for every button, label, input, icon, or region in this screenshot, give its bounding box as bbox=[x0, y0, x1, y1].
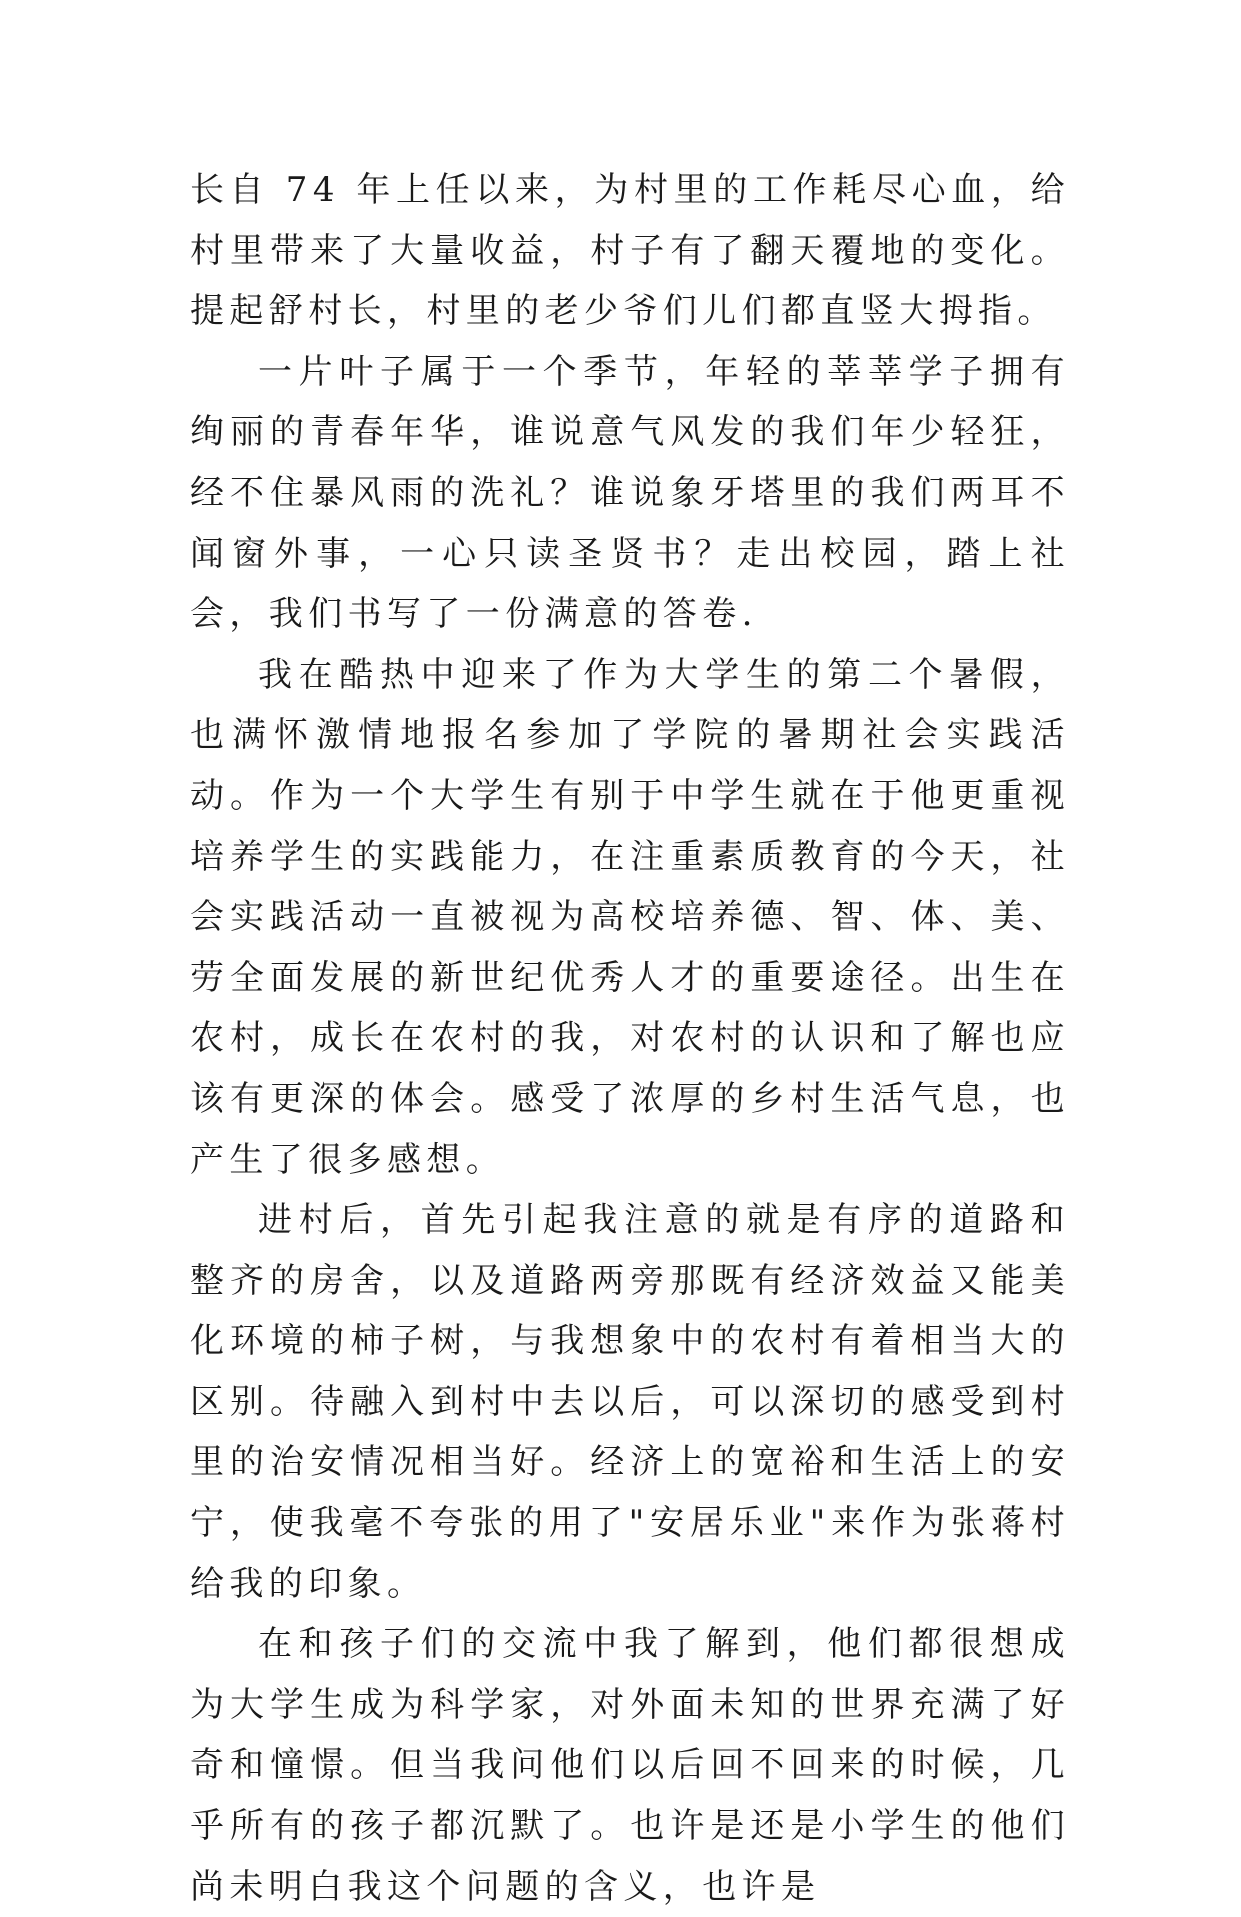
paragraph-2: 一片叶子属于一个季节，年轻的莘莘学子拥有绚丽的青春年华，谁说意气风发的我们年少轻狂，经不住暴风雨的洗礼？谁说象牙塔里的我们两耳不闻窗外事，一心只读圣贤书？走出校园，踏上社会，我们书写了一份满意的答卷. bbox=[190, 351, 1070, 635]
paragraph-5: 在和孩子们的交流中我了解到，他们都很想成为大学生成为科学家，对外面未知的世界充满了好奇和憧憬。但当我问他们以后回不回来的时候，几乎所有的孩子都沉默了。也许是还是小学生的他们尚未明白我这个问题的含义，也许是 bbox=[190, 1624, 1070, 1907]
paragraph-1: 长自 74 年上任以来，为村里的工作耗尽心血，给村里带来了大量收益，村子有了翻天覆地的变化。提起舒村长，村里的老少爷们儿们都直竖大拇指。 bbox=[190, 170, 1070, 332]
paragraph-4: 进村后，首先引起我注意的就是有序的道路和整齐的房舍，以及道路两旁那既有经济效益又能美化环境的柿子树，与我想象中的农村有着相当大的区别。待融入到村中去以后，可以深切的感受到村里的治安情况相当好。经济上的宽裕和生活上的安宁，使我毫不夸张的用了"安居乐业"来作为张蒋村给我的印象。 bbox=[190, 1200, 1070, 1604]
body-text bbox=[190, 160, 1070, 1917]
paragraph-3: 我在酷热中迎来了作为大学生的第二个暑假，也满怀激情地报名参加了学院的暑期社会实践活动。作为一个大学生有别于中学生就在于他更重视培养学生的实践能力，在注重素质教育的今天，社会实践活动一直被视为高校培养德、智、体、美、劳全面发展的新世纪优秀人才的重要途径。出生在农村，成长在农村的我，对农村的认识和了解也应该有更深的体会。感受了浓厚的乡村生活气息，也产生了很多感想。 bbox=[190, 654, 1070, 1180]
